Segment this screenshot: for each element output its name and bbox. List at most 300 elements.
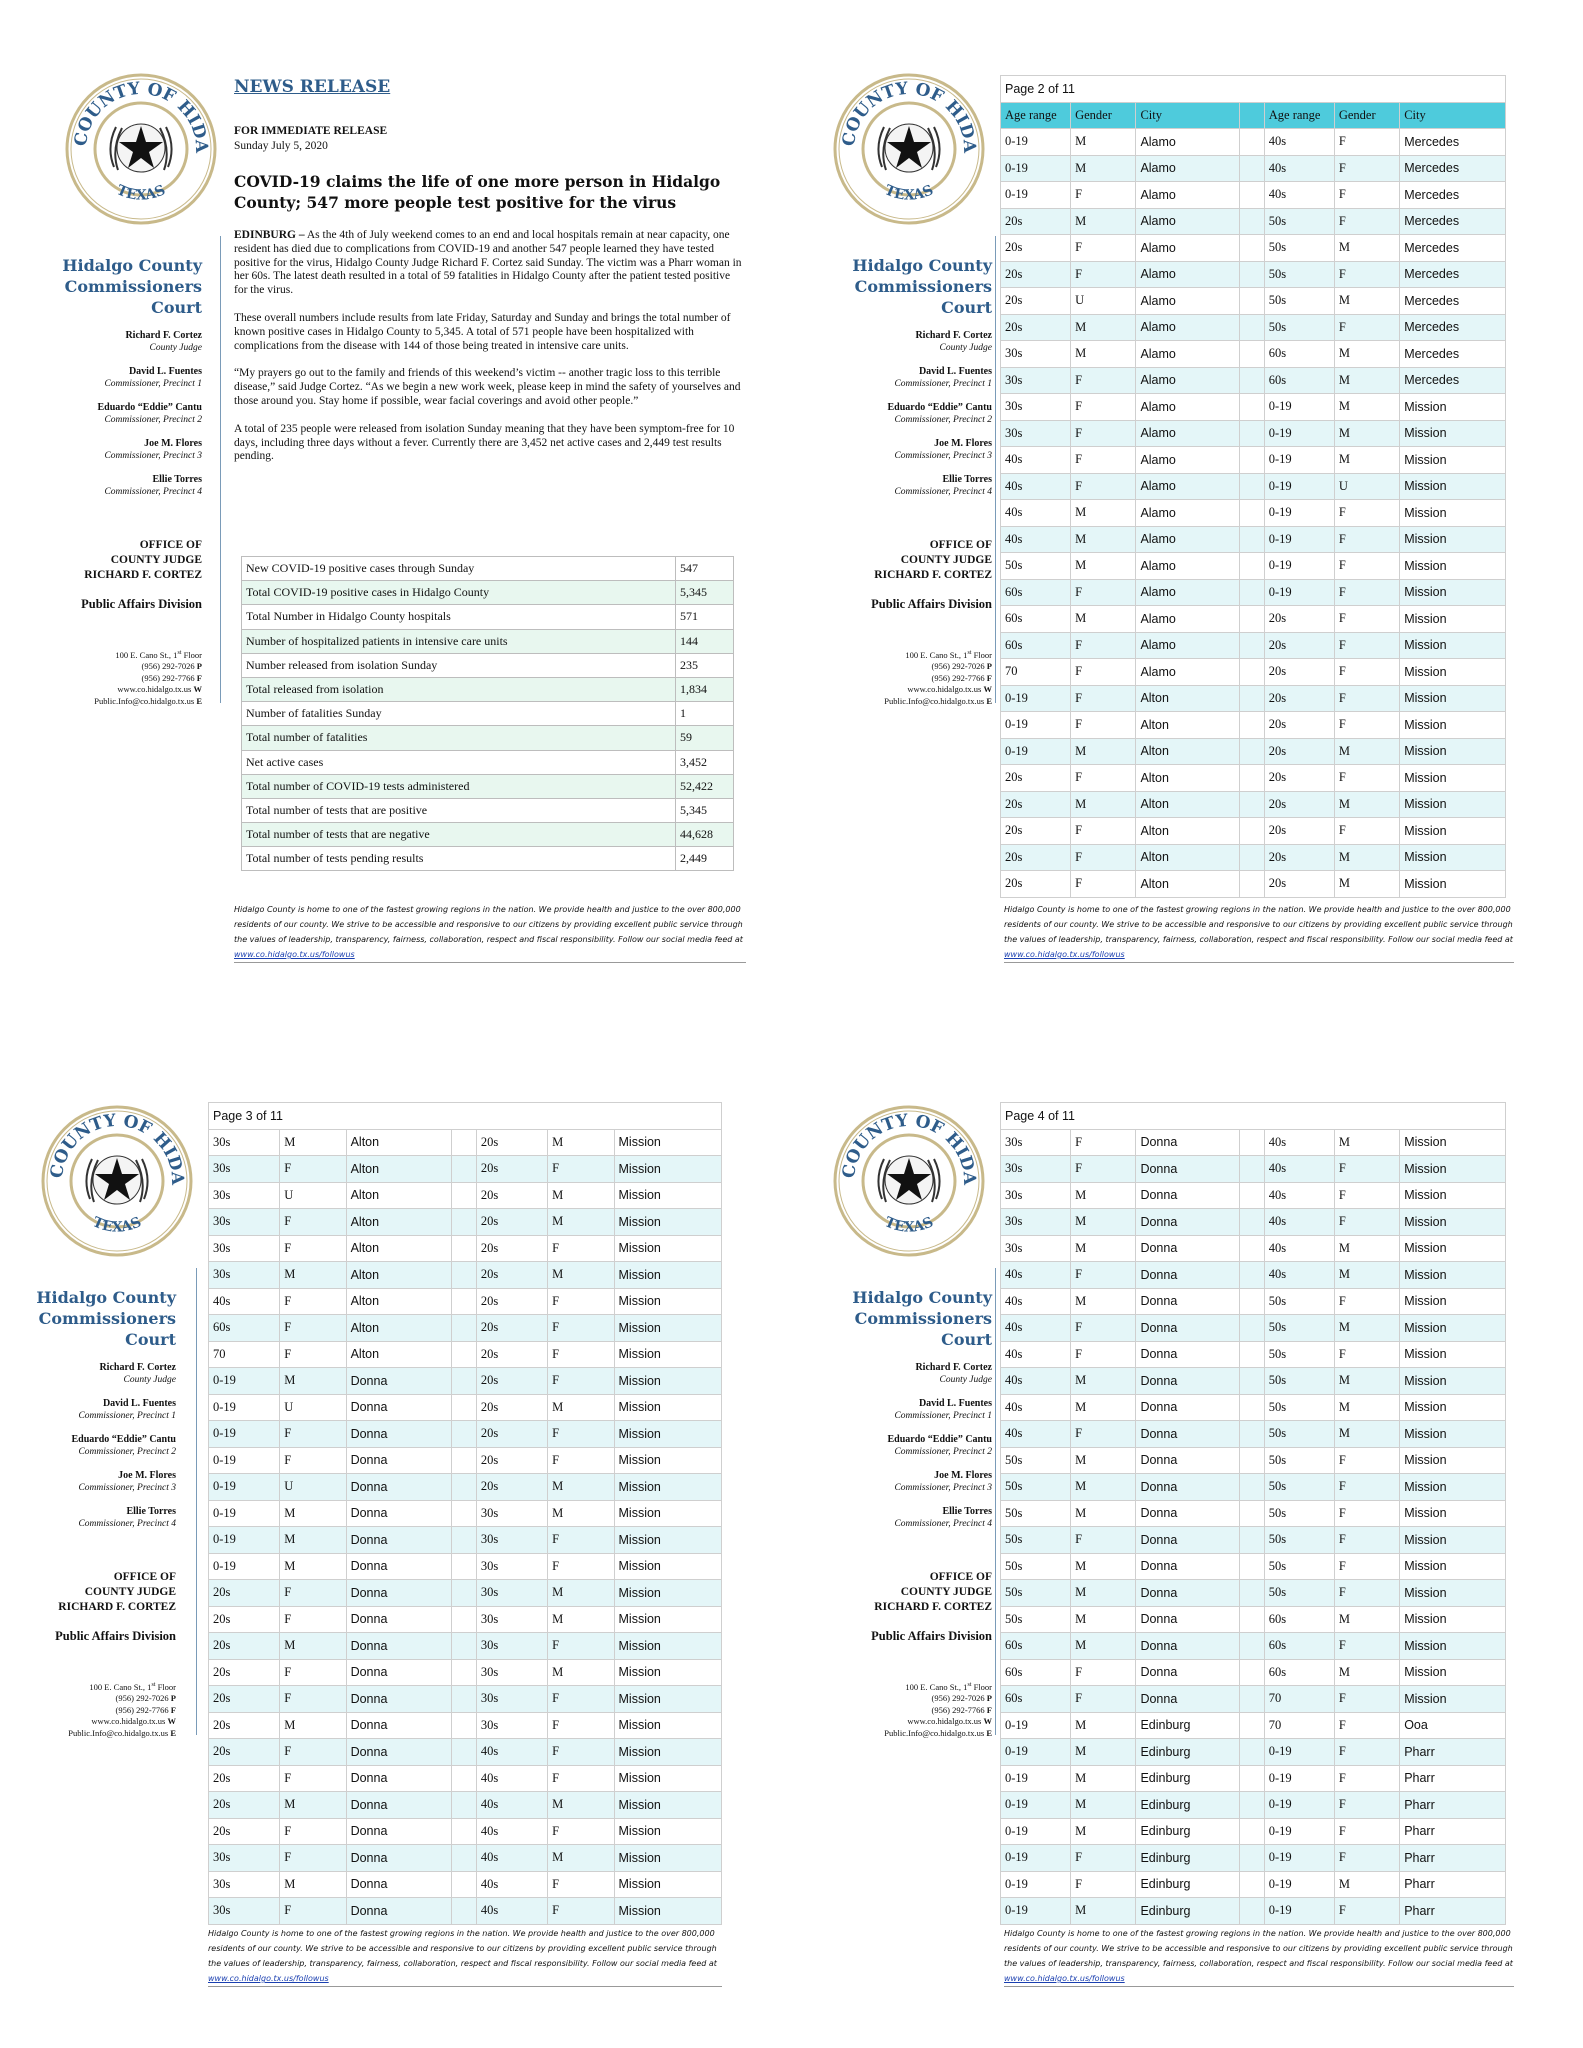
city-cell: Pharr — [1400, 1898, 1506, 1925]
email: Public.Info@co.hidalgo.tx.us E — [68, 1727, 176, 1738]
gender-cell: M — [1334, 1368, 1399, 1395]
age-range-cell: 20s — [1001, 791, 1071, 818]
gender-cell: M — [1334, 1262, 1399, 1289]
gender-cell: M — [1334, 367, 1399, 394]
gender-cell: M — [548, 1500, 614, 1527]
gender-cell: F — [1071, 420, 1136, 447]
city-cell: Mission — [614, 1686, 722, 1713]
table-row — [1001, 632, 1506, 659]
gender-cell: F — [1334, 1818, 1399, 1845]
address: 100 E. Cano St., 1st Floor — [905, 1681, 992, 1692]
city-cell: Mission — [1400, 1394, 1506, 1421]
city-cell: Donna — [1136, 1686, 1239, 1713]
age-range-cell: 0-19 — [1001, 738, 1071, 765]
table-row — [1001, 155, 1506, 182]
gender-cell: M — [1071, 791, 1136, 818]
age-range-cell: 40s — [1264, 1235, 1334, 1262]
gender-cell: F — [1334, 1580, 1399, 1607]
gender-cell: F — [1334, 1553, 1399, 1580]
official-entry: David L. Fuentes Commissioner, Precinct 1 — [894, 1398, 992, 1421]
column-gap — [1239, 1235, 1264, 1262]
gender-cell: M — [280, 1129, 346, 1156]
gender-cell: F — [1071, 235, 1136, 262]
office-of-county-judge: OFFICE OF COUNTY JUDGE RICHARD F. CORTEZ — [84, 539, 202, 581]
city-cell: Alton — [346, 1262, 451, 1289]
table-row — [209, 1765, 722, 1792]
column-gap — [1239, 314, 1264, 341]
column-gap — [1239, 712, 1264, 739]
age-range-cell: 40s — [1264, 1129, 1334, 1156]
contact-block — [20, 1680, 176, 1739]
age-range-cell: 60s — [1264, 1633, 1334, 1660]
gender-cell: F — [1334, 500, 1399, 527]
age-range-cell: 30s — [476, 1712, 547, 1739]
city-cell: Alamo — [1136, 659, 1239, 686]
age-range-cell: 50s — [1001, 1474, 1071, 1501]
city-cell: Alamo — [1136, 341, 1239, 368]
city-cell: Donna — [346, 1739, 451, 1766]
city-cell: Mission — [1400, 1686, 1506, 1713]
city-cell: Mission — [1400, 1129, 1506, 1156]
city-cell: Alamo — [1136, 208, 1239, 235]
gender-cell: M — [1334, 738, 1399, 765]
official-entry: Ellie Torres Commissioner, Precinct 4 — [894, 1506, 992, 1529]
followus-link[interactable]: www.co.hidalgo.tx.us/followus — [234, 950, 355, 959]
age-range-cell: 20s — [476, 1288, 547, 1315]
city-cell: Mission — [1400, 712, 1506, 739]
age-range-cell: 20s — [1264, 738, 1334, 765]
gender-cell: F — [1334, 818, 1399, 845]
gender-cell: F — [1071, 1527, 1136, 1554]
followus-link[interactable]: www.co.hidalgo.tx.us/followus — [1004, 1974, 1125, 1983]
gender-cell: F — [548, 1156, 614, 1183]
city-cell: Donna — [346, 1527, 451, 1554]
age-range-cell: 30s — [209, 1209, 280, 1236]
age-range-cell: 30s — [209, 1845, 280, 1872]
followus-link[interactable]: www.co.hidalgo.tx.us/followus — [1004, 950, 1125, 959]
release-date: Sunday July 5, 2020 — [234, 140, 328, 152]
age-range-cell: 30s — [209, 1235, 280, 1262]
gender-cell: F — [1334, 1686, 1399, 1713]
city-cell: Alamo — [1136, 261, 1239, 288]
age-range-cell: 0-19 — [1264, 1792, 1334, 1819]
column-gap — [1239, 102, 1264, 129]
stats-row — [242, 847, 734, 871]
city-cell: Alton — [1136, 685, 1239, 712]
city-cell: Mercedes — [1400, 235, 1506, 262]
age-range-cell: 40s — [1001, 500, 1071, 527]
address: 100 E. Cano St., 1st Floor — [89, 1681, 176, 1692]
case-table — [208, 1102, 722, 1925]
column-gap — [451, 1845, 476, 1872]
case-table — [1000, 1102, 1506, 1925]
city-cell: Donna — [1136, 1421, 1239, 1448]
city-cell: Mission — [1400, 1580, 1506, 1607]
gender-cell: M — [280, 1553, 346, 1580]
sidebar — [20, 255, 202, 707]
table-row — [209, 1500, 722, 1527]
table-row — [209, 1712, 722, 1739]
table-row — [1001, 579, 1506, 606]
gender-cell: M — [1071, 1182, 1136, 1209]
city-cell: Mission — [614, 1527, 722, 1554]
column-gap — [451, 1500, 476, 1527]
city-cell: Donna — [1136, 1580, 1239, 1607]
stats-row — [242, 798, 734, 822]
gender-cell: M — [1071, 1606, 1136, 1633]
age-range-cell: 20s — [1264, 791, 1334, 818]
gender-cell: M — [1334, 1129, 1399, 1156]
city-cell: Mission — [614, 1739, 722, 1766]
stat-value: 44,628 — [676, 823, 734, 847]
city-cell: Donna — [1136, 1606, 1239, 1633]
age-range-cell: 50s — [1264, 1580, 1334, 1607]
age-range-cell: 50s — [1264, 1368, 1334, 1395]
gender-cell: F — [280, 1209, 346, 1236]
age-range-cell: 70 — [209, 1341, 280, 1368]
public-affairs-division: Public Affairs Division — [871, 597, 992, 611]
city-cell: Mission — [1400, 659, 1506, 686]
table-row — [1001, 1500, 1506, 1527]
table-row — [1001, 818, 1506, 845]
table-row — [209, 1156, 722, 1183]
age-range-cell: 20s — [209, 1580, 280, 1607]
official-entry: Joe M. Flores Commissioner, Precinct 3 — [104, 438, 202, 461]
age-range-cell: 0-19 — [209, 1500, 280, 1527]
age-range-cell: 60s — [1001, 579, 1071, 606]
table-row — [1001, 791, 1506, 818]
gender-cell: M — [548, 1659, 614, 1686]
column-gap — [451, 1606, 476, 1633]
column-gap — [1239, 155, 1264, 182]
phone: (956) 292-7026 P — [931, 661, 992, 672]
table-row — [1001, 1235, 1506, 1262]
table-row — [1001, 367, 1506, 394]
table-row — [1001, 1765, 1506, 1792]
city-cell: Mission — [1400, 1500, 1506, 1527]
gender-cell: M — [548, 1845, 614, 1872]
county-seal — [64, 72, 218, 226]
footer: Hidalgo County is home to one of the fastest growing regions in the nation. We provide health and justice to the over 800,000 residents of our county. We strive to be accessible and responsive to our citizens by providing excellent public service through the values of leadership, transparency, fairness, collaboration, respect and fiscal responsibility. Follow our social media feed at www.co.hidalgo.tx.us/followus — [1004, 902, 1514, 963]
followus-link[interactable]: www.co.hidalgo.tx.us/followus — [208, 1974, 329, 1983]
age-range-cell: 50s — [1001, 1500, 1071, 1527]
website: www.co.hidalgo.tx.us W — [907, 684, 992, 695]
city-cell: Mission — [1400, 844, 1506, 871]
stats-row — [242, 605, 734, 629]
stat-value: 571 — [676, 605, 734, 629]
gender-cell: F — [1334, 606, 1399, 633]
column-gap — [1239, 1898, 1264, 1925]
city-cell: Pharr — [1400, 1818, 1506, 1845]
column-gap — [451, 1368, 476, 1395]
sidebar — [812, 255, 992, 707]
age-range-cell: 0-19 — [1264, 1739, 1334, 1766]
stat-value: 2,449 — [676, 847, 734, 871]
table-row — [1001, 447, 1506, 474]
city-cell: Mission — [1400, 1421, 1506, 1448]
fax: (956) 292-7766 F — [931, 1704, 992, 1715]
county-seal-icon — [832, 1104, 986, 1258]
gender-cell: F — [548, 1235, 614, 1262]
gender-cell: M — [548, 1209, 614, 1236]
officials-list — [20, 1362, 176, 1530]
address: 100 E. Cano St., 1st Floor — [115, 649, 202, 660]
city-cell: Mission — [614, 1209, 722, 1236]
table-row — [1001, 1686, 1506, 1713]
stats-row — [242, 774, 734, 798]
county-seal-icon — [64, 72, 218, 226]
gender-cell: F — [280, 1765, 346, 1792]
city-cell: Donna — [1136, 1633, 1239, 1660]
gender-cell: F — [1071, 659, 1136, 686]
table-row — [209, 1580, 722, 1607]
table-row — [1001, 606, 1506, 633]
table-row — [1001, 1659, 1506, 1686]
gender-cell: M — [1071, 500, 1136, 527]
gender-cell: F — [1334, 765, 1399, 792]
age-range-cell: 20s — [476, 1156, 547, 1183]
svg-text:TEXAS: TEXAS — [882, 182, 936, 204]
gender-cell: F — [280, 1818, 346, 1845]
stat-value: 59 — [676, 726, 734, 750]
column-gap — [1239, 1712, 1264, 1739]
column-gap — [451, 1341, 476, 1368]
gender-cell: U — [280, 1182, 346, 1209]
age-range-cell: 30s — [209, 1871, 280, 1898]
table-row — [1001, 500, 1506, 527]
table-row — [209, 1235, 722, 1262]
fax: (956) 292-7766 F — [931, 672, 992, 683]
table-row — [1001, 738, 1506, 765]
gender-cell: F — [1334, 1182, 1399, 1209]
city-cell: Mission — [614, 1765, 722, 1792]
age-range-cell: 20s — [1264, 606, 1334, 633]
table-row — [1001, 1474, 1506, 1501]
city-cell: Donna — [346, 1659, 451, 1686]
city-cell: Mission — [614, 1474, 722, 1501]
city-cell: Mission — [1400, 1182, 1506, 1209]
age-range-cell: 20s — [209, 1633, 280, 1660]
column-gap — [451, 1580, 476, 1607]
official-entry: David L. Fuentes Commissioner, Precinct 1 — [894, 366, 992, 389]
city-cell: Edinburg — [1136, 1898, 1239, 1925]
age-range-cell: 20s — [209, 1792, 280, 1819]
gender-cell: M — [1334, 1421, 1399, 1448]
city-cell: Donna — [1136, 1447, 1239, 1474]
gender-cell: F — [1334, 1712, 1399, 1739]
age-range-cell: 30s — [1001, 420, 1071, 447]
city-cell: Donna — [1136, 1182, 1239, 1209]
gender-cell: F — [1071, 1686, 1136, 1713]
age-range-cell: 40s — [476, 1765, 547, 1792]
table-row — [1001, 1368, 1506, 1395]
gender-cell: M — [1071, 1368, 1136, 1395]
column-gap — [1239, 765, 1264, 792]
table-row — [1001, 1580, 1506, 1607]
age-range-cell: 50s — [1001, 1580, 1071, 1607]
gender-cell: F — [1334, 1527, 1399, 1554]
city-cell: Mission — [1400, 500, 1506, 527]
age-range-cell: 30s — [1001, 367, 1071, 394]
gender-cell: F — [1071, 871, 1136, 898]
age-range-cell: 0-19 — [1001, 1845, 1071, 1872]
table-row — [209, 1659, 722, 1686]
svg-text:TEXAS: TEXAS — [882, 1214, 936, 1236]
city-cell: Donna — [346, 1898, 451, 1925]
city-cell: Donna — [1136, 1209, 1239, 1236]
contact-block — [812, 648, 992, 707]
age-range-cell: 20s — [476, 1447, 547, 1474]
table-row — [1001, 1871, 1506, 1898]
age-range-cell: 60s — [1001, 1659, 1071, 1686]
county-seal — [40, 1104, 194, 1258]
stat-label: Total released from isolation — [242, 677, 676, 701]
column-gap — [1239, 1500, 1264, 1527]
column-gap — [1239, 261, 1264, 288]
gender-cell: F — [280, 1421, 346, 1448]
gender-cell: F — [280, 1845, 346, 1872]
age-range-cell: 50s — [1001, 553, 1071, 580]
age-range-cell: 50s — [1001, 1527, 1071, 1554]
gender-cell: M — [1071, 1500, 1136, 1527]
sidebar — [20, 1287, 176, 1739]
city-cell: Donna — [1136, 1315, 1239, 1342]
gender-cell: F — [1334, 1474, 1399, 1501]
city-cell: Mission — [614, 1262, 722, 1289]
official-entry: Richard F. Cortez County Judge — [915, 330, 992, 353]
age-range-cell: 50s — [1264, 1500, 1334, 1527]
svg-text:THE COUNTY OF HIDALGO: COUNTY OF HIDA — [46, 1110, 188, 1186]
divider — [995, 1268, 996, 1735]
city-cell: Edinburg — [1136, 1712, 1239, 1739]
city-cell: Mission — [614, 1421, 722, 1448]
table-row — [209, 1129, 722, 1156]
column-gap — [1239, 1262, 1264, 1289]
city-cell: Donna — [1136, 1341, 1239, 1368]
table-row — [209, 1394, 722, 1421]
stat-value: 1 — [676, 702, 734, 726]
table-row — [1001, 1288, 1506, 1315]
gender-cell: M — [548, 1182, 614, 1209]
table-row — [1001, 765, 1506, 792]
gender-cell: F — [1071, 473, 1136, 500]
table-row — [209, 1553, 722, 1580]
city-cell: Alton — [1136, 738, 1239, 765]
city-cell: Mission — [1400, 1368, 1506, 1395]
column-gap — [1239, 1182, 1264, 1209]
city-cell: Alamo — [1136, 606, 1239, 633]
age-range-cell: 30s — [209, 1182, 280, 1209]
page-label: Page 4 of 11 — [1001, 1103, 1506, 1130]
age-range-cell: 20s — [476, 1209, 547, 1236]
age-range-cell: 60s — [209, 1315, 280, 1342]
age-range-cell: 30s — [476, 1527, 547, 1554]
stat-value: 235 — [676, 653, 734, 677]
age-range-cell: 20s — [476, 1368, 547, 1395]
case-table — [1000, 75, 1506, 898]
gender-cell: M — [1334, 420, 1399, 447]
gender-cell: M — [1071, 738, 1136, 765]
city-cell: Mission — [1400, 1474, 1506, 1501]
paragraph: “My prayers go out to the family and friends of this weekend’s victim -- another tragic loss to this terrible disease,” said Judge Cortez. “As we begin a new work week, please keep in mind the safety of yourselves and those around you. Stay home if possible, wear facial coverings and avoid other people.” — [234, 367, 741, 407]
city-cell: Mercedes — [1400, 288, 1506, 315]
column-header: City — [1400, 102, 1506, 129]
gender-cell: M — [548, 1129, 614, 1156]
column-gap — [1239, 1792, 1264, 1819]
city-cell: Alamo — [1136, 367, 1239, 394]
city-cell: Mercedes — [1400, 182, 1506, 209]
gender-cell: F — [280, 1156, 346, 1183]
city-cell: Alton — [1136, 765, 1239, 792]
age-range-cell: 70 — [1264, 1686, 1334, 1713]
column-gap — [451, 1871, 476, 1898]
age-range-cell: 30s — [1001, 341, 1071, 368]
age-range-cell: 0-19 — [1001, 1739, 1071, 1766]
column-gap — [1239, 685, 1264, 712]
age-range-cell: 20s — [1001, 818, 1071, 845]
table-row — [209, 1341, 722, 1368]
stat-value: 3,452 — [676, 750, 734, 774]
stat-label: Total number of COVID-19 tests administered — [242, 774, 676, 798]
gender-cell: M — [280, 1712, 346, 1739]
gender-cell: M — [1071, 1235, 1136, 1262]
age-range-cell: 50s — [1001, 1447, 1071, 1474]
column-header: Gender — [1071, 102, 1136, 129]
age-range-cell: 40s — [476, 1871, 547, 1898]
stat-value: 5,345 — [676, 798, 734, 822]
city-cell: Mission — [1400, 606, 1506, 633]
table-row — [209, 1871, 722, 1898]
age-range-cell: 20s — [1264, 712, 1334, 739]
table-row — [1001, 235, 1506, 262]
city-cell: Edinburg — [1136, 1871, 1239, 1898]
table-row — [209, 1845, 722, 1872]
gender-cell: U — [1334, 473, 1399, 500]
column-gap — [451, 1553, 476, 1580]
column-gap — [1239, 447, 1264, 474]
gender-cell: F — [1071, 182, 1136, 209]
header-row — [1001, 102, 1506, 129]
city-cell: Mission — [1400, 1262, 1506, 1289]
age-range-cell: 30s — [209, 1156, 280, 1183]
gender-cell: F — [548, 1818, 614, 1845]
stats-row — [242, 823, 734, 847]
age-range-cell: 40s — [476, 1792, 547, 1819]
table-row — [1001, 1712, 1506, 1739]
column-gap — [1239, 235, 1264, 262]
page-label-row — [1001, 1103, 1506, 1130]
gender-cell: F — [1071, 447, 1136, 474]
column-gap — [1239, 1739, 1264, 1766]
phone: (956) 292-7026 P — [931, 1693, 992, 1704]
age-range-cell: 40s — [1264, 1209, 1334, 1236]
official-entry: Richard F. Cortez County Judge — [125, 330, 202, 353]
city-cell: Donna — [346, 1792, 451, 1819]
age-range-cell: 0-19 — [1264, 394, 1334, 421]
city-cell: Alamo — [1136, 632, 1239, 659]
stat-value: 547 — [676, 557, 734, 581]
stat-value: 5,345 — [676, 581, 734, 605]
column-gap — [1239, 1209, 1264, 1236]
age-range-cell: 50s — [1264, 1341, 1334, 1368]
city-cell: Alton — [346, 1341, 451, 1368]
gender-cell: F — [1334, 1156, 1399, 1183]
table-row — [1001, 1898, 1506, 1925]
age-range-cell: 30s — [1001, 1129, 1071, 1156]
column-gap — [1239, 659, 1264, 686]
city-cell: Mission — [614, 1792, 722, 1819]
gender-cell: M — [1071, 1553, 1136, 1580]
